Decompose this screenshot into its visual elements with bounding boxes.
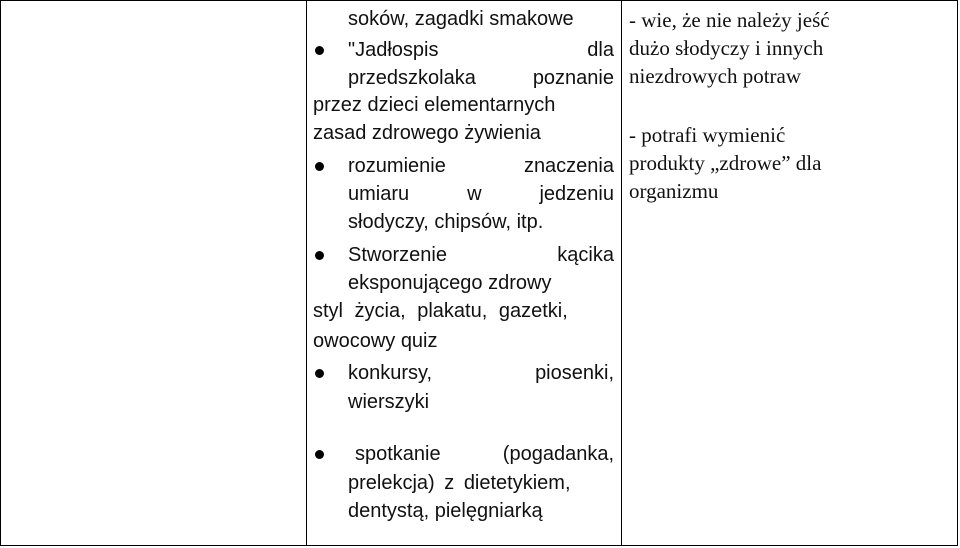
bullet-icon: [315, 251, 324, 260]
text-line: słodyczy, chipsów, itp.: [348, 211, 544, 233]
text-line: umiaru w jedzeniu: [348, 183, 614, 205]
bullet-icon: [315, 46, 324, 55]
text-line: - potrafi wymienić: [629, 123, 786, 147]
text-line: soków, zagadki smakowe: [348, 8, 574, 30]
text-line: zasad zdrowego żywienia: [313, 122, 541, 144]
column-divider-2: [621, 1, 622, 545]
bullet-icon: [315, 450, 324, 459]
text-line: styl życia, plakatu, gazetki,: [313, 300, 568, 322]
text-line: dużo słodyczy i innych: [629, 36, 824, 60]
text-line: niezdrowych potraw: [629, 64, 802, 88]
text-line: eksponującego zdrowy: [348, 272, 552, 294]
text-line: spotkanie (pogadanka,: [355, 443, 614, 465]
text-line: prelekcja) z dietetykiem,: [348, 472, 571, 494]
text-line: - wie, że nie należy jeść: [629, 8, 830, 32]
bullet-icon: [315, 162, 324, 171]
text-line: przedszkolaka poznanie: [348, 67, 614, 89]
text-line: Stworzenie kącika: [348, 244, 614, 266]
text-line: organizmu: [629, 179, 719, 203]
text-line: owocowy quiz: [313, 330, 438, 352]
text-line: dentystą, pielęgniarką: [348, 500, 543, 522]
text-line: konkursy, piosenki,: [348, 362, 614, 384]
text-line: przez dzieci elementarnych: [313, 94, 556, 116]
text-line: rozumienie znaczenia: [348, 155, 614, 177]
outcomes-cell: [626, 1, 956, 547]
activities-cell: [307, 1, 621, 547]
text-line: wierszyki: [348, 391, 430, 413]
text-line: produkty „zdrowe” dla: [629, 151, 822, 175]
bullet-icon: [315, 369, 324, 378]
text-line: "Jadłospis dla: [348, 39, 614, 61]
